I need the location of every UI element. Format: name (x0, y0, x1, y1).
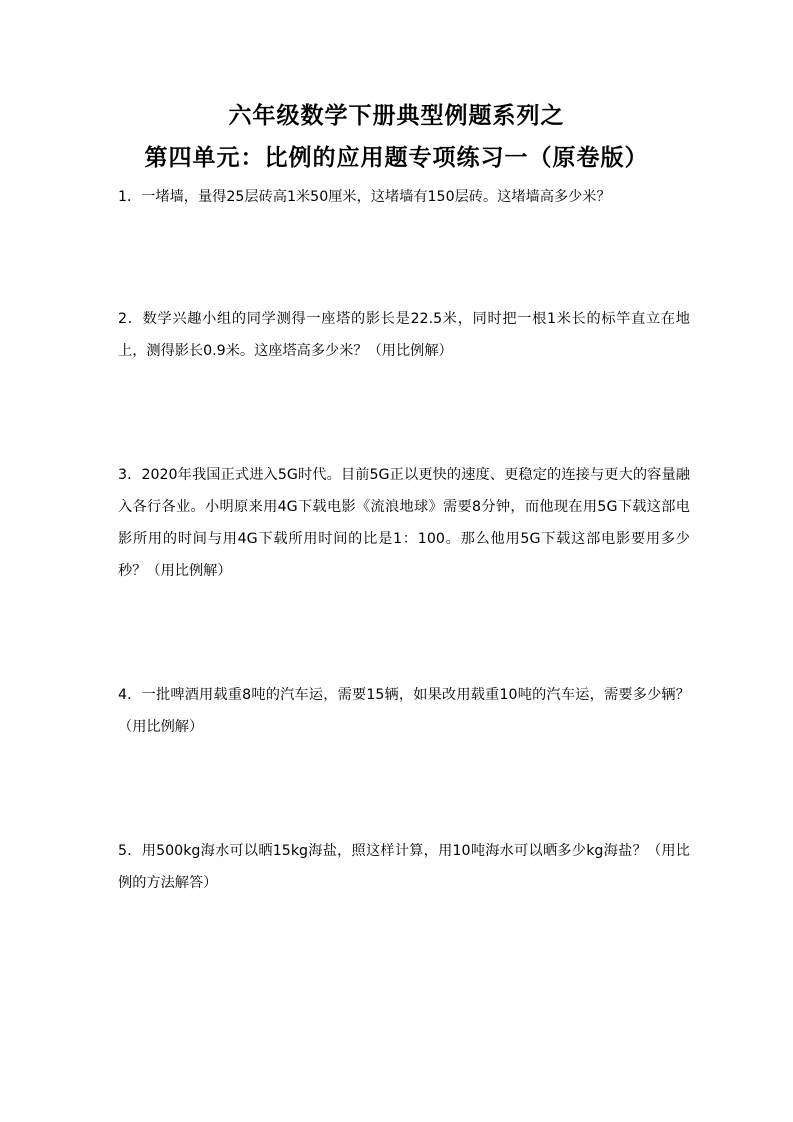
document-subtitle: 第四单元：比例的应用题专项练习一（原卷版） (144, 145, 649, 171)
question-2: 2．数学兴趣小组的同学测得一座塔的影长是22.5米，同时把一根1米长的标竿直立在地上，测得影长0.9米。这座塔高多少米？（用比例解） (118, 311, 690, 359)
question-5: 5．用500kg海水可以晒15kg海盐，照这样计算，用10吨海水可以晒多少kg海盐？（用比例的方法解答） (118, 843, 690, 891)
document-title: 六年级数学下册典型例题系列之 (228, 103, 565, 129)
question-3: 3．2020年我国正式进入5G时代。目前5G正以更快的速度、更稳定的连接与更大的容量融入各行各业。小明原来用4G下载电影《流浪地球》需要8分钟，而他现在用5G下载这部电影所用的时间与用4G下载所用时间的比是1：100。那么他用5G下载这部电影要用多少秒？（用比例解） (118, 467, 690, 579)
question-1: 1．一堵墙，量得25层砖高1米50厘米，这堵墙有150层砖。这堵墙高多少米？ (118, 189, 611, 205)
question-4: 4．一批啤酒用载重8吨的汽车运，需要15辆，如果改用载重10吨的汽车运，需要多少辆？（用比例解） (118, 687, 690, 735)
